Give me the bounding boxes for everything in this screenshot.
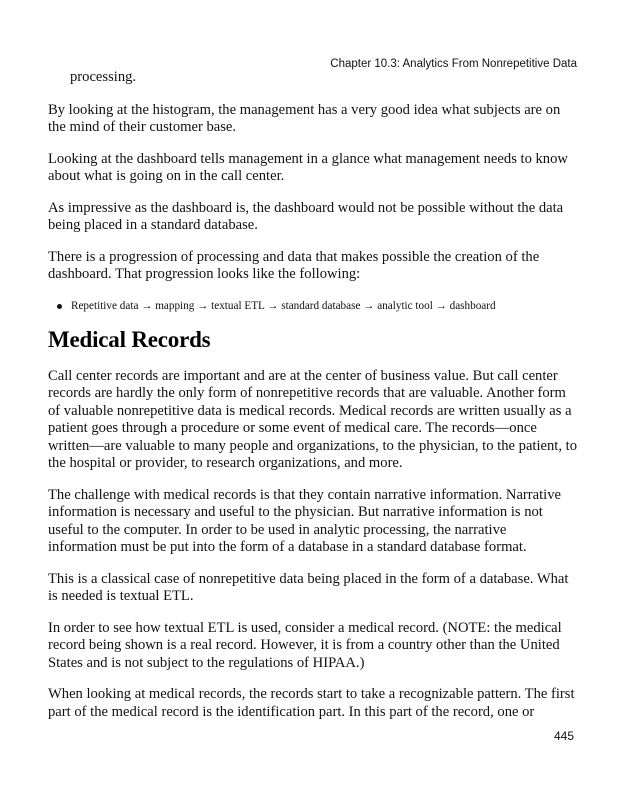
paragraph-textual-etl: In order to see how textual ETL is used, consider a medical record. (NOTE: the medical record being shown is a real record. However, it is from a country other than the United States and is not subject to the regulations of HIPAA.) [48,619,562,671]
section-heading: Medical Records [48,326,211,352]
paragraph-histogram: By looking at the histogram, the management has a very good idea what subjects are on the mind of their customer base. [48,101,561,135]
bullet-icon [57,304,62,309]
page-body [48,69,578,735]
paragraph-pattern: When looking at medical records, the records start to take a recognizable pattern. The first part of the medical record is the identification part. In this part of the record, one or [48,686,575,720]
paragraph-progression: There is a progression of processing and data that makes possible the creation of the dashboard. That progression looks like the following: [48,248,540,282]
running-header: Chapter 10.3: Analytics From Nonrepetitive Data [330,58,577,70]
list-item [48,298,578,314]
paragraph-dashboard: Looking at the dashboard tells management in a glance what management needs to know about what is going on in the call center. [48,150,568,184]
paragraph-challenge: The challenge with medical records is that they contain narrative information. Narrative information is necessary and useful to the physician. But narrative information is not useful to the computer. In order to be used in analytic processing, the narrative information must be put into the form of a database in a standard database format. [48,486,562,555]
paragraph-call-center: Call center records are important and are at the center of business value. But call center records are hardly the only form of nonrepetitive records that are valuable. Another form of valuable nonrepetitive data is medical records. Medical records are written usually as a patient goes through a procedure or some event of medical care. The records—once written—are valuable to many people and organizations, to the physician, to the patient, to the hospital or provider, to research organizations, and more. [48,367,578,471]
list-item-text: Repetitive data → mapping → textual ETL → standard database → analytic tool → dashboard [71,299,496,312]
continuation-text: processing. [70,69,137,85]
page-number: 445 [553,729,574,743]
paragraph-classical-case: This is a classical case of nonrepetitive data being placed in the form of a database. What is needed is textual ETL. [48,570,569,604]
paragraph-impressive: As impressive as the dashboard is, the dashboard would not be possible without the data being placed in a standard database. [48,199,564,233]
progression-list [48,298,578,314]
